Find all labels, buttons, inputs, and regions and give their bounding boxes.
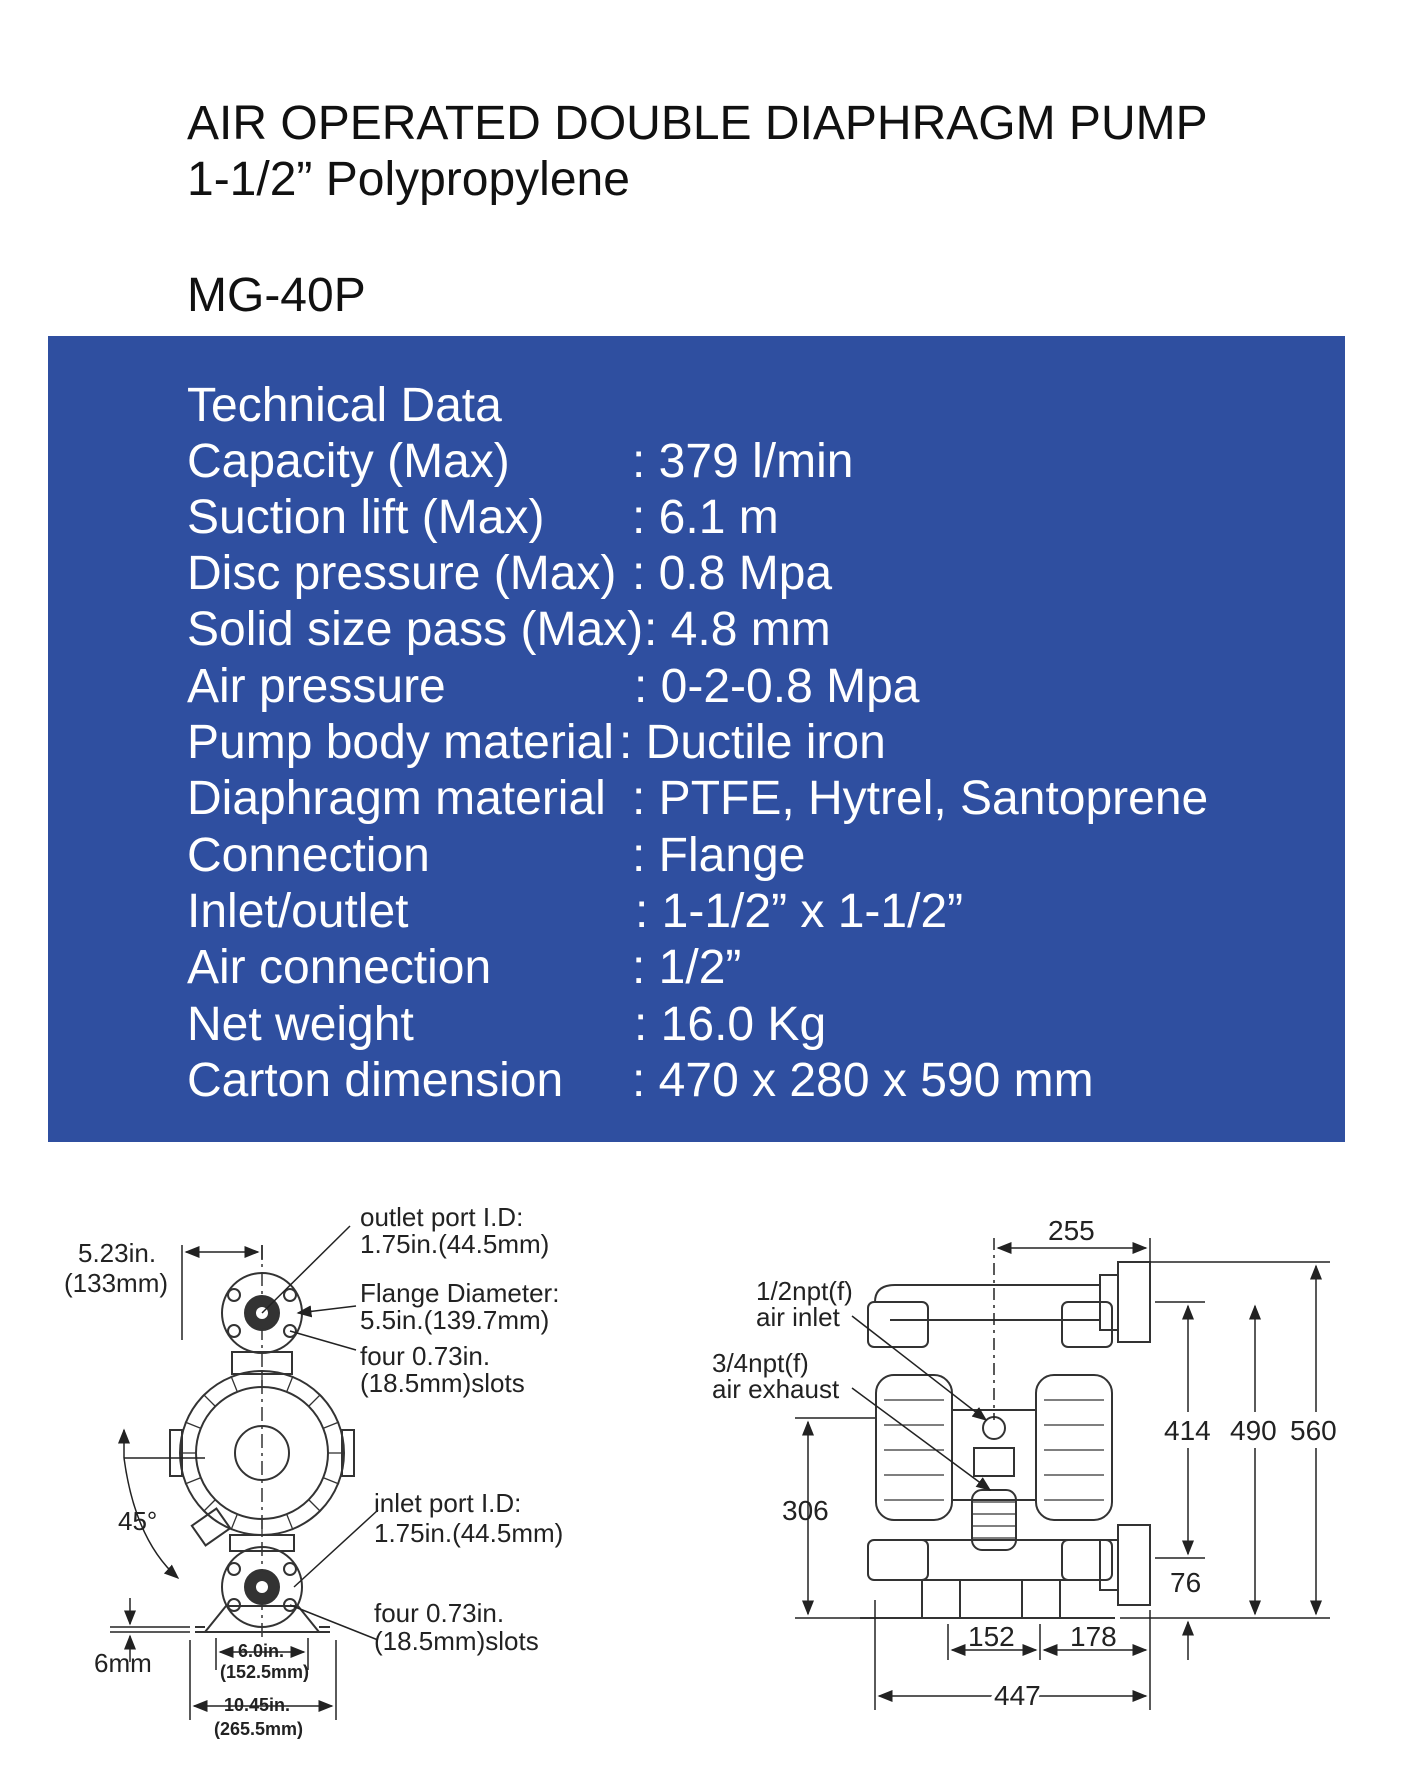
spec-label: Pump body material bbox=[187, 716, 614, 769]
side-view-labels bbox=[712, 1215, 1337, 1711]
spec-value: : Flange bbox=[632, 829, 806, 882]
overall-in-label: 10.45in. bbox=[224, 1695, 291, 1715]
dimension-drawings bbox=[0, 1180, 1421, 1767]
model-number: MG-40P bbox=[187, 269, 366, 322]
dim-76-label: 76 bbox=[1170, 1567, 1202, 1598]
dim-255-label: 255 bbox=[1048, 1215, 1095, 1246]
spec-value: : 0-2-0.8 Mpa bbox=[634, 660, 920, 713]
front-view-labels bbox=[64, 1202, 563, 1739]
inlet-label-2: 1.75in.(44.5mm) bbox=[374, 1518, 564, 1548]
spec-value: : PTFE, Hytrel, Santoprene bbox=[632, 772, 1209, 825]
dim-178-label: 178 bbox=[1070, 1621, 1117, 1652]
outlet-label-2: 1.75in.(44.5mm) bbox=[360, 1229, 550, 1259]
spec-value: : 470 x 280 x 590 mm bbox=[632, 1054, 1094, 1107]
spec-label: Air connection bbox=[187, 941, 492, 994]
spec-value: : 0.8 Mpa bbox=[632, 547, 833, 600]
spec-value: : 379 l/min bbox=[632, 435, 854, 488]
title-line-2: 1-1/2” Polypropylene bbox=[187, 153, 630, 206]
base-mm-label: (152.5mm) bbox=[220, 1662, 310, 1682]
slots-top-label-1: four 0.73in. bbox=[360, 1341, 491, 1371]
spec-label: Disc pressure (Max) bbox=[187, 547, 617, 600]
dim-414-label: 414 bbox=[1164, 1415, 1211, 1446]
spec-value: : Ductile iron bbox=[619, 716, 886, 769]
page-title bbox=[187, 96, 1208, 208]
spec-label: Air pressure bbox=[187, 660, 446, 713]
angle-label: 45° bbox=[118, 1506, 158, 1536]
base-in-label: 6.0in. bbox=[238, 1641, 285, 1661]
spec-label: Net weight bbox=[187, 998, 414, 1051]
air-exhaust-label-2: air exhaust bbox=[712, 1374, 840, 1404]
title-line-1: AIR OPERATED DOUBLE DIAPHRAGM PUMP bbox=[187, 97, 1208, 150]
flange-label-1: Flange Diameter: bbox=[360, 1278, 560, 1308]
dim-490-label: 490 bbox=[1230, 1415, 1277, 1446]
slots-bottom-label-2: (18.5mm)slots bbox=[374, 1626, 539, 1656]
spec-value: : 6.1 m bbox=[632, 491, 779, 544]
technical-data-heading: Technical Data bbox=[187, 379, 502, 432]
spec-value: : 4.8 mm bbox=[644, 603, 831, 656]
spec-label: Suction lift (Max) bbox=[187, 491, 545, 544]
spec-label: Inlet/outlet bbox=[187, 885, 409, 938]
spec-label: Connection bbox=[187, 829, 430, 882]
spec-label: Solid size pass (Max) bbox=[187, 603, 644, 656]
dim-306-label: 306 bbox=[782, 1495, 829, 1526]
dim-560-label: 560 bbox=[1290, 1415, 1337, 1446]
air-inlet-label-1: 1/2npt(f) bbox=[756, 1276, 853, 1306]
width-mm-label: (133mm) bbox=[64, 1268, 169, 1298]
air-exhaust-label-1: 3/4npt(f) bbox=[712, 1348, 809, 1378]
spec-value: : 1-1/2” x 1-1/2” bbox=[635, 885, 964, 938]
base-gap-label: 6mm bbox=[94, 1648, 152, 1678]
outlet-label-1: outlet port I.D: bbox=[360, 1202, 524, 1232]
spec-label: Carton dimension bbox=[187, 1054, 564, 1107]
front-view-drawing bbox=[170, 1245, 354, 1640]
slots-bottom-label-1: four 0.73in. bbox=[374, 1598, 505, 1628]
dim-447-label: 447 bbox=[994, 1680, 1041, 1711]
spec-label: Capacity (Max) bbox=[187, 435, 510, 488]
flange-label-2: 5.5in.(139.7mm) bbox=[360, 1305, 550, 1335]
slots-top-label-2: (18.5mm)slots bbox=[360, 1368, 525, 1398]
width-in-label: 5.23in. bbox=[78, 1238, 157, 1268]
spec-value: : 1/2” bbox=[632, 941, 742, 994]
side-view-drawing bbox=[860, 1262, 1150, 1618]
inlet-label-1: inlet port I.D: bbox=[374, 1488, 522, 1518]
overall-mm-label: (265.5mm) bbox=[214, 1719, 304, 1739]
spec-label: Diaphragm material bbox=[187, 772, 606, 825]
dim-152-label: 152 bbox=[968, 1621, 1015, 1652]
air-inlet-label-2: air inlet bbox=[756, 1302, 840, 1332]
spec-value: : 16.0 Kg bbox=[634, 998, 827, 1051]
